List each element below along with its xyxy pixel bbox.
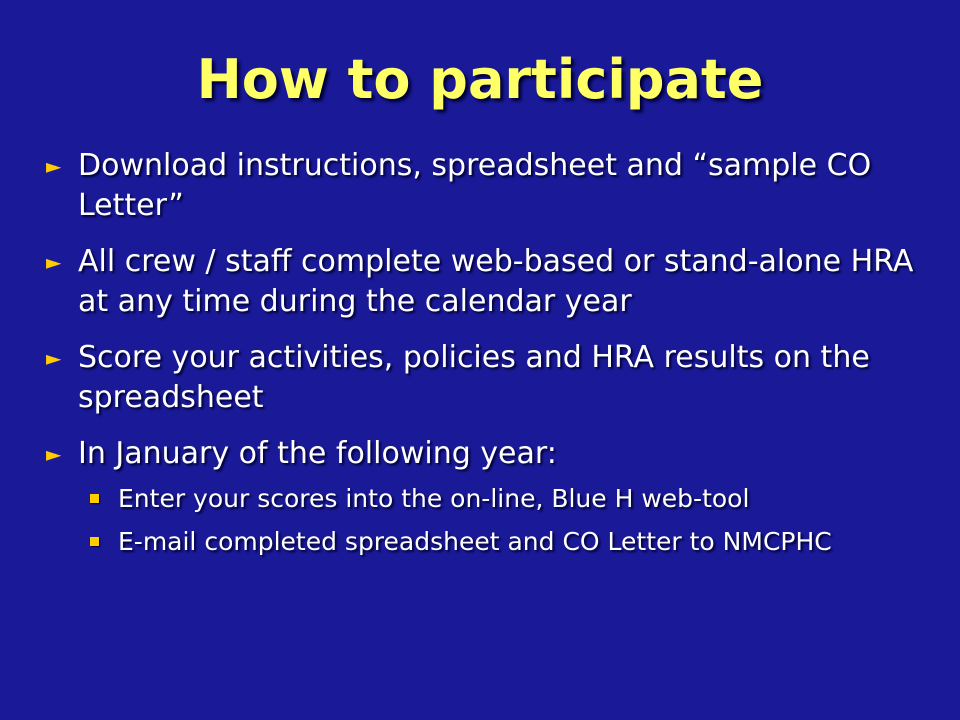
bullet-item: [46, 242, 926, 322]
bullet-text: In January of the following year:: [78, 436, 557, 471]
arrow-bullet-icon: ►: [46, 154, 62, 178]
bullet-item: [46, 434, 926, 558]
bullet-text: Score your activities, policies and HRA results on the spreadsheet: [78, 340, 870, 415]
bullet-list: [46, 146, 926, 574]
bullet-item: [46, 338, 926, 418]
bullet-item: [46, 146, 926, 226]
sub-bullet-text: Enter your scores into the on-line, Blue H web-tool: [118, 484, 750, 513]
arrow-bullet-icon: ►: [46, 250, 62, 274]
slide-title: How to participate: [196, 48, 764, 111]
square-bullet-icon: [90, 494, 99, 503]
bullet-text: All crew / staff complete web-based or stand-alone HRA at any time during the calendar year: [78, 244, 914, 319]
sub-bullet-item: [78, 525, 926, 558]
arrow-bullet-icon: ►: [46, 442, 62, 466]
sub-bullet-text: E-mail completed spreadsheet and CO Letter to NMCPHC: [118, 527, 832, 556]
sub-bullet-list: [78, 482, 926, 558]
square-bullet-icon: [90, 537, 99, 546]
arrow-bullet-icon: ►: [46, 346, 62, 370]
sub-bullet-item: [78, 482, 926, 515]
bullet-text: Download instructions, spreadsheet and “sample CO Letter”: [78, 148, 872, 223]
